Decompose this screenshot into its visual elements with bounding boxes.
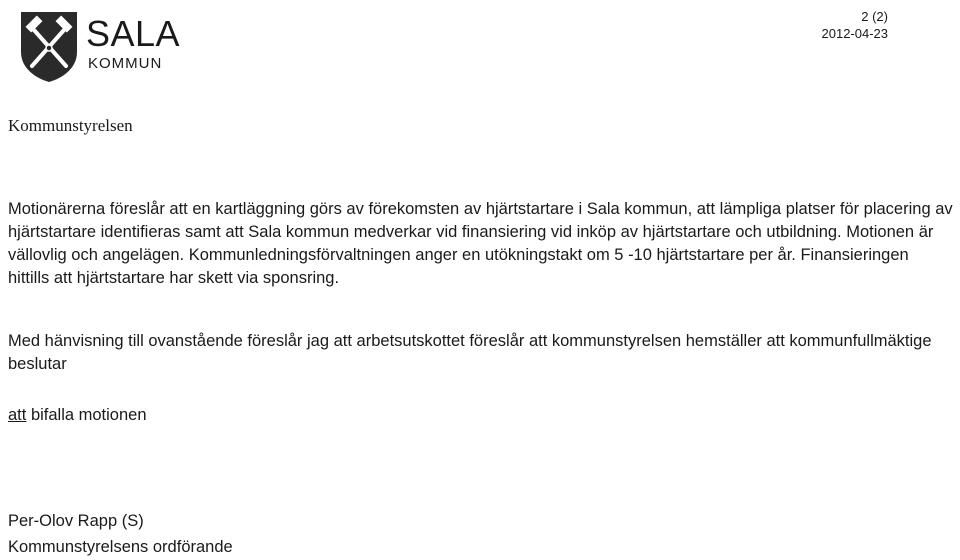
decision-text: bifalla motionen [26, 406, 147, 424]
logo-subtitle: KOMMUN [88, 55, 163, 72]
signature-role: Kommunstyrelsens ordförande [8, 538, 233, 556]
page-number: 2 (2) [861, 9, 888, 24]
paragraph-motion-summary: Motionärerna föreslår att en kartläggning görs av förekomsten av hjärtstartare i Sala kommun, att lämpliga platser för placering av hjärtstartare identifieras samt att Sala kommun medverkar vid finansiering vid inköp av hjärtstartare och utbildning. Motionen är vällovlig och angelägen. Kommunledningsförvaltningen anger en utökningstakt om 5 -10 hjärtstartare per år. Finansieringen hittills att hjärtstartare har skett via sponsring. [8, 200, 953, 287]
document-date: 2012-04-23 [821, 26, 888, 41]
logo-name: SALA [86, 13, 181, 54]
sala-kommun-logo [6, 0, 206, 90]
page-meta [822, 8, 889, 42]
signature-name: Per-Olov Rapp (S) [8, 512, 144, 530]
department-heading: Kommunstyrelsen [8, 116, 133, 135]
paragraph-proposal: Med hänvisning till ovanstående föreslår jag att arbetsutskottet föreslår att kommunstyrelsen hemställer att kommunfullmäktige beslutar [8, 332, 932, 373]
paragraph-decision [8, 404, 953, 427]
crossed-hammers-crest-icon [18, 8, 80, 84]
decision-att: att [8, 406, 27, 424]
